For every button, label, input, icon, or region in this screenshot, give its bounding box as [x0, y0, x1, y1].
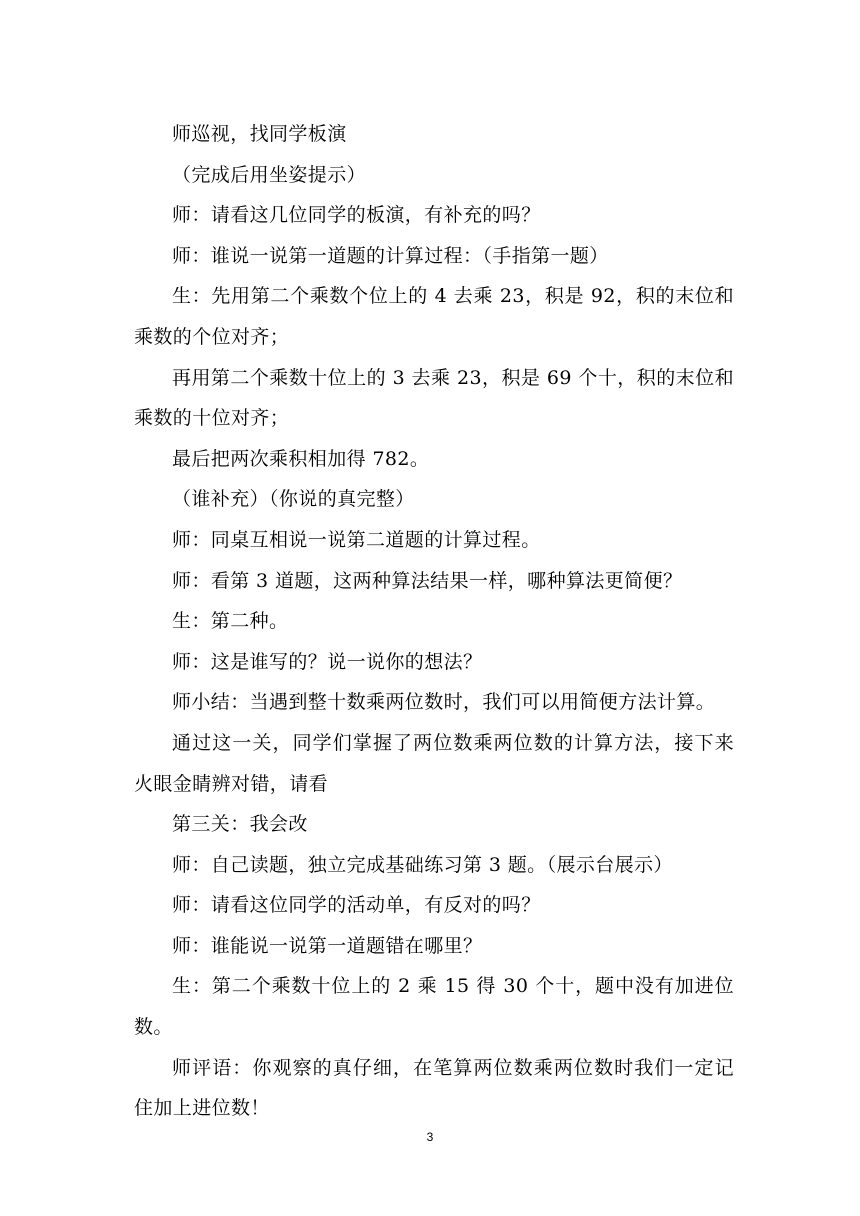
paragraph: 师：谁能说一说第一道题错在哪里？ — [172, 934, 483, 957]
page-number: 3 — [426, 1130, 434, 1144]
paragraph: 师评语：你观察的真仔细，在笔算两位数乘两位数时我们一定记住加上进位数！ — [134, 1056, 734, 1120]
paragraph: 师：请看这位同学的活动单，有反对的吗？ — [172, 894, 541, 917]
paragraph: 最后把两次乘积相加得 782。 — [172, 447, 430, 470]
paragraph: 通过这一关，同学们掌握了两位数乘两位数的计算方法，接下来火眼金睛辨对错，请看 — [134, 731, 734, 795]
paragraph: 生：第二个乘数十位上的 2 乘 15 得 30 个十，题中没有加进位数。 — [134, 975, 734, 1039]
paragraph: 第三关：我会改 — [172, 813, 308, 836]
paragraph: 师：自己读题，独立完成基础练习第 3 题。（展示台展示） — [172, 853, 673, 876]
paragraph: 生：先用第二个乘数个位上的 4 去乘 23，积是 92，积的末位和乘数的个位对齐； — [134, 285, 734, 348]
paragraph: 再用第二个乘数十位上的 3 去乘 23，积是 69 个十，积的末位和乘数的十位对齐； — [134, 366, 734, 430]
paragraph: 师小结：当遇到整十数乘两位数时，我们可以用简便方法计算。 — [172, 691, 716, 714]
paragraph: 师：谁说一说第一道题的计算过程：（手指第一题） — [172, 244, 609, 267]
paragraph: 师：同桌互相说一说第二道题的计算过程。 — [172, 528, 541, 551]
paragraph: 师巡视，找同学板演 — [172, 123, 347, 145]
paragraph: （完成后用坐姿提示） — [172, 163, 367, 186]
paragraph: 师：请看这几位同学的板演，有补充的吗？ — [172, 204, 541, 227]
paragraph: 师：这是谁写的？说一说你的想法？ — [172, 650, 483, 673]
document-body — [134, 114, 734, 1129]
paragraph: （谁补充）（你说的真完整） — [172, 488, 415, 511]
paragraph: 生：第二种。 — [172, 610, 289, 633]
paragraph: 师：看第 3 道题，这两种算法结果一样，哪种算法更简便？ — [172, 569, 683, 592]
